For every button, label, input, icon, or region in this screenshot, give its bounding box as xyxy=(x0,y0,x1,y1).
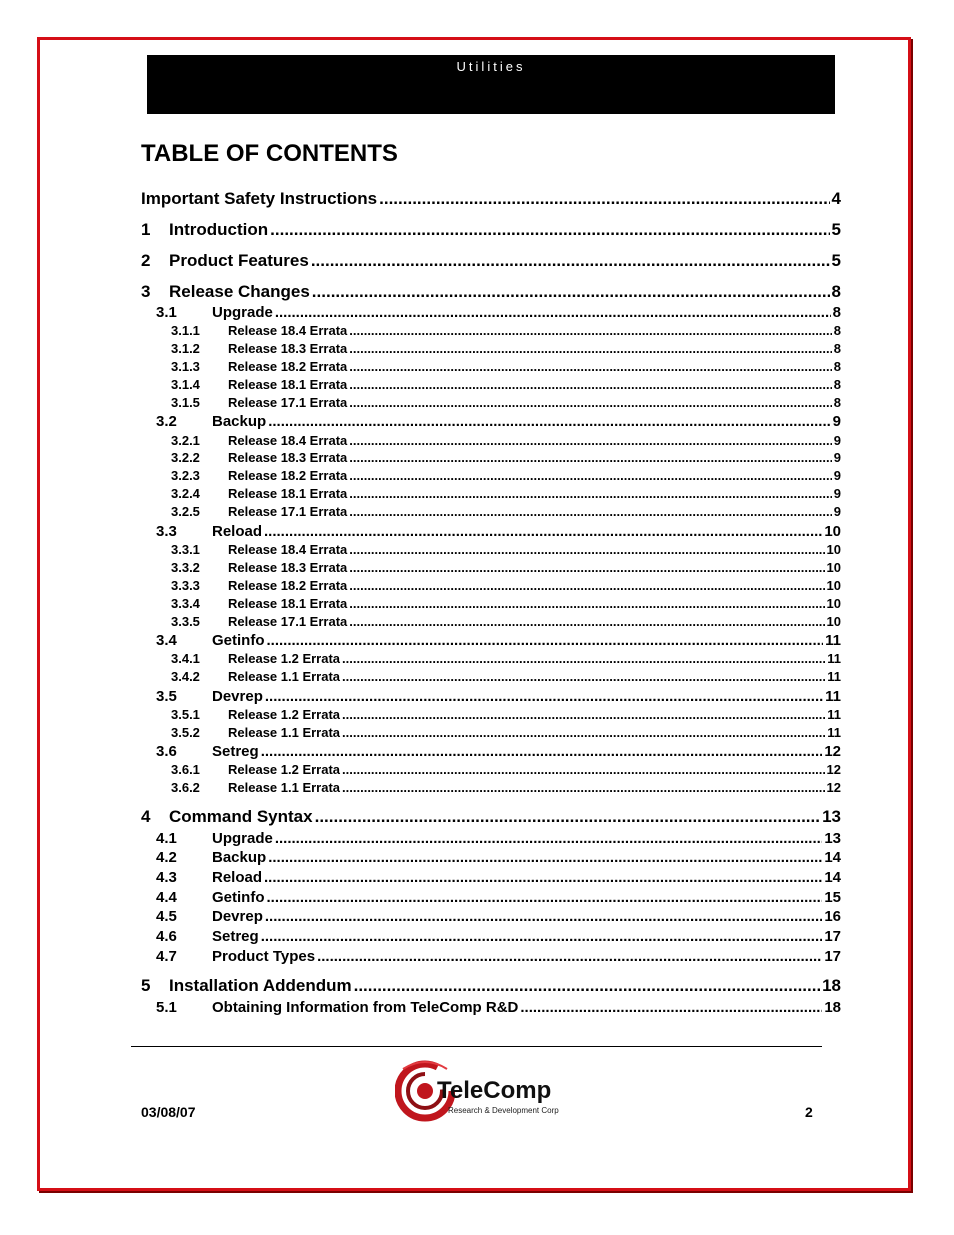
toc-entry[interactable] xyxy=(141,948,841,965)
toc-dot-leader xyxy=(349,323,832,338)
toc-entry-number: 3.4.2 xyxy=(171,669,200,684)
toc-entry[interactable] xyxy=(141,504,841,519)
toc-dot-leader xyxy=(342,780,825,795)
toc-dot-leader xyxy=(311,251,830,271)
toc-entry-title: Release 18.2 Errata xyxy=(228,468,348,483)
toc-entry-title: Backup xyxy=(212,849,267,866)
toc-entry[interactable] xyxy=(141,486,841,501)
toc-dot-leader xyxy=(317,948,822,965)
toc-entry-title: Release 1.1 Errata xyxy=(228,669,341,684)
toc-entry-number: 3.2.3 xyxy=(171,468,200,483)
toc-entry-page: 13 xyxy=(822,807,841,826)
toc-dot-leader xyxy=(349,542,824,557)
toc-entry-number: 4.2 xyxy=(156,849,177,866)
toc-dot-leader xyxy=(267,889,823,906)
toc-dot-leader xyxy=(275,830,822,847)
toc-entry-title: Release 1.1 Errata xyxy=(228,725,341,740)
toc-entry-number: 3.3.2 xyxy=(171,560,200,575)
toc-entry[interactable] xyxy=(141,762,841,777)
footer-divider xyxy=(131,1046,822,1047)
toc-entry-title: Product Features xyxy=(169,251,309,270)
toc-entry-title: Product Types xyxy=(212,948,316,965)
toc-entry-number: 3.3.4 xyxy=(171,596,200,611)
toc-entry-title: Release 17.1 Errata xyxy=(228,504,348,519)
toc-entry-number: 3.5 xyxy=(156,688,177,705)
toc-dot-leader xyxy=(261,743,823,760)
toc-entry-number: 3.6.1 xyxy=(171,762,200,777)
toc-entry-title: Release 18.1 Errata xyxy=(228,486,348,501)
toc-entry-title: Release 18.4 Errata xyxy=(228,433,348,448)
toc-entry-number: 3.3.3 xyxy=(171,578,200,593)
toc-entry-page: 12 xyxy=(824,743,841,760)
toc-entry-page: 11 xyxy=(825,688,841,705)
toc-entry-page: 17 xyxy=(824,948,841,965)
toc-entry-number: 4.5 xyxy=(156,908,177,925)
toc-entry[interactable] xyxy=(141,395,841,410)
toc-entry[interactable] xyxy=(141,743,841,760)
toc-entry-title: Setreg xyxy=(212,743,259,760)
toc-entry-page: 8 xyxy=(831,282,841,301)
toc-dot-leader xyxy=(349,486,832,501)
toc-entry-number: 3.1 xyxy=(156,304,177,321)
toc-entry-number: 3.3 xyxy=(156,523,177,540)
toc-entry-page: 14 xyxy=(824,869,841,886)
toc-dot-leader xyxy=(379,189,829,209)
toc-entry[interactable] xyxy=(141,908,841,925)
toc-entry-title: Release 18.1 Errata xyxy=(228,377,348,392)
toc-entry-page: 8 xyxy=(833,323,841,338)
toc-entry-title: Release 17.1 Errata xyxy=(228,614,348,629)
toc-dot-leader xyxy=(349,433,832,448)
toc-entry[interactable] xyxy=(141,976,841,996)
toc-dot-leader xyxy=(265,908,822,925)
toc-entry-title: Devrep xyxy=(212,908,263,925)
toc-entry[interactable] xyxy=(141,830,841,847)
toc-entry[interactable] xyxy=(141,725,841,740)
toc-entry-title: Installation Addendum xyxy=(169,976,352,995)
toc-dot-leader xyxy=(349,450,832,465)
toc-entry-page: 11 xyxy=(827,725,841,740)
toc-entry-title: Reload xyxy=(212,869,263,886)
toc-entry-number: 3.1.3 xyxy=(171,359,200,374)
toc-dot-leader xyxy=(342,669,825,684)
toc-dot-leader xyxy=(268,849,822,866)
toc-dot-leader xyxy=(265,688,823,705)
toc-entry-page: 9 xyxy=(833,504,841,519)
toc-entry-title: Release 1.2 Errata xyxy=(228,707,341,722)
toc-entry[interactable] xyxy=(141,614,841,629)
toc-dot-leader xyxy=(349,596,824,611)
toc-dot-leader xyxy=(267,632,824,649)
toc-entry-number: 3.1.5 xyxy=(171,395,200,410)
toc-entry[interactable] xyxy=(141,304,841,321)
header-title: Utilities xyxy=(456,59,526,74)
toc-entry-page: 9 xyxy=(832,413,841,430)
toc-dot-leader xyxy=(349,468,832,483)
toc-entry-number: 3.4.1 xyxy=(171,651,200,666)
toc-entry[interactable] xyxy=(141,220,841,240)
toc-entry-page: 4 xyxy=(831,189,841,208)
toc-dot-leader xyxy=(312,282,830,302)
toc-entry-number: 3.1.1 xyxy=(171,323,200,338)
toc-entry[interactable] xyxy=(141,468,841,483)
toc-entry-page: 10 xyxy=(824,523,841,540)
toc-entry-page: 10 xyxy=(826,614,841,629)
toc-entry-page: 10 xyxy=(826,560,841,575)
page-number: 2 xyxy=(805,1104,813,1120)
toc-entry-page: 8 xyxy=(833,395,841,410)
toc-entry-number: 1 xyxy=(141,220,151,239)
toc-entry-title: Upgrade xyxy=(212,304,273,321)
toc-entry[interactable] xyxy=(141,707,841,722)
toc-entry-title: Release 1.1 Errata xyxy=(228,780,341,795)
toc-dot-leader xyxy=(270,220,829,240)
toc-entry[interactable] xyxy=(141,849,841,866)
toc-entry[interactable] xyxy=(141,523,841,540)
toc-entry-title: Devrep xyxy=(212,688,263,705)
toc-entry[interactable] xyxy=(141,413,841,430)
toc-entry-number: 3 xyxy=(141,282,151,301)
toc-entry[interactable] xyxy=(141,542,841,557)
toc-entry[interactable] xyxy=(141,282,841,302)
toc-entry-number: 3.1.2 xyxy=(171,341,200,356)
toc-dot-leader xyxy=(342,725,825,740)
toc-dot-leader xyxy=(354,976,820,996)
toc-entry-page: 8 xyxy=(833,377,841,392)
toc-dot-leader xyxy=(349,341,832,356)
toc-entry-page: 9 xyxy=(833,450,841,465)
toc-entry-number: 3.3.5 xyxy=(171,614,200,629)
toc-entry[interactable] xyxy=(141,450,841,465)
toc-entry-page: 8 xyxy=(833,359,841,374)
toc-entry-title: Getinfo xyxy=(212,632,265,649)
toc-entry-page: 8 xyxy=(832,304,841,321)
toc-entry-page: 11 xyxy=(825,632,841,649)
toc-entry-title: Release 18.3 Errata xyxy=(228,560,348,575)
toc-entry-page: 10 xyxy=(826,578,841,593)
toc-dot-leader xyxy=(342,762,825,777)
toc-entry[interactable] xyxy=(141,807,841,827)
toc-entry-title: Obtaining Information from TeleComp R&D xyxy=(212,999,519,1016)
toc-entry-number: 2 xyxy=(141,251,151,270)
toc-entry-number: 4 xyxy=(141,807,151,826)
toc-entry-title: Introduction xyxy=(169,220,269,239)
footer-date: 03/08/07 xyxy=(141,1104,196,1120)
toc-dot-leader xyxy=(315,807,820,827)
toc-entry-number: 5 xyxy=(141,976,151,995)
toc-entry-title: Release 18.4 Errata xyxy=(228,542,348,557)
toc-entry-page: 17 xyxy=(824,928,841,945)
toc-entry[interactable] xyxy=(141,189,841,209)
toc-entry-page: 12 xyxy=(826,780,841,795)
toc-entry-number: 3.2.1 xyxy=(171,433,200,448)
toc-entry-title: Release 18.2 Errata xyxy=(228,359,348,374)
toc-entry-title: Release 18.4 Errata xyxy=(228,323,348,338)
toc-entry-title: Upgrade xyxy=(212,830,273,847)
toc-entry[interactable] xyxy=(141,377,841,392)
toc-entry[interactable] xyxy=(141,869,841,886)
toc-dot-leader xyxy=(264,523,822,540)
toc-entry-title: Release 18.3 Errata xyxy=(228,450,348,465)
toc-entry[interactable] xyxy=(141,251,841,271)
toc-entry-number: 3.4 xyxy=(156,632,177,649)
toc-entry[interactable] xyxy=(141,359,841,374)
toc-dot-leader xyxy=(349,578,824,593)
toc-entry-number: 4.1 xyxy=(156,830,177,847)
toc-entry-page: 18 xyxy=(822,976,841,995)
toc-entry-number: 3.1.4 xyxy=(171,377,200,392)
toc-entry[interactable] xyxy=(141,928,841,945)
toc-dot-leader xyxy=(349,504,832,519)
toc-entry-page: 11 xyxy=(827,651,841,666)
toc-entry[interactable] xyxy=(141,596,841,611)
toc-entry-page: 5 xyxy=(831,251,841,270)
toc-dot-leader xyxy=(342,707,825,722)
toc-entry-number: 3.2 xyxy=(156,413,177,430)
toc-dot-leader xyxy=(349,560,824,575)
toc-heading: TABLE OF CONTENTS xyxy=(141,140,398,167)
toc-entry-title: Important Safety Instructions xyxy=(141,189,378,208)
toc-entry[interactable] xyxy=(141,323,841,338)
toc-entry-number: 4.7 xyxy=(156,948,177,965)
toc-entry-title: Command Syntax xyxy=(169,807,313,826)
toc-entry-page: 12 xyxy=(826,762,841,777)
toc-entry-number: 3.2.5 xyxy=(171,504,200,519)
toc-entry-title: Release Changes xyxy=(169,282,310,301)
toc-entry-number: 4.4 xyxy=(156,889,177,906)
toc-dot-leader xyxy=(275,304,831,321)
toc-dot-leader xyxy=(261,928,823,945)
header-banner xyxy=(147,55,835,114)
toc-entry-page: 14 xyxy=(824,849,841,866)
toc-entry-page: 18 xyxy=(824,999,841,1016)
toc-entry[interactable] xyxy=(141,780,841,795)
toc-entry-page: 8 xyxy=(833,341,841,356)
toc-entry-title: Getinfo xyxy=(212,889,265,906)
toc-entry[interactable] xyxy=(141,433,841,448)
toc-dot-leader xyxy=(342,651,825,666)
toc-entry-title: Setreg xyxy=(212,928,259,945)
toc-entry-number: 4.6 xyxy=(156,928,177,945)
toc-entry-number: 3.2.4 xyxy=(171,486,200,501)
toc-entry-title: Release 1.2 Errata xyxy=(228,762,341,777)
toc-entry-number: 3.5.1 xyxy=(171,707,200,722)
toc-entry[interactable] xyxy=(141,632,841,649)
logo-wordmark: TeleComp xyxy=(437,1077,552,1104)
toc-dot-leader xyxy=(349,614,824,629)
toc-entry-page: 10 xyxy=(826,542,841,557)
toc-entry-page: 16 xyxy=(824,908,841,925)
toc-entry-number: 3.6 xyxy=(156,743,177,760)
toc-dot-leader xyxy=(349,359,832,374)
toc-dot-leader xyxy=(349,377,832,392)
toc-entry[interactable] xyxy=(141,889,841,906)
toc-entry[interactable] xyxy=(141,688,841,705)
toc-entry-number: 3.5.2 xyxy=(171,725,200,740)
toc-entry-page: 9 xyxy=(833,433,841,448)
toc-entry[interactable] xyxy=(141,669,841,684)
toc-entry-page: 11 xyxy=(827,707,841,722)
toc-entry-page: 5 xyxy=(831,220,841,239)
toc-dot-leader xyxy=(264,869,822,886)
toc-entry-number: 3.3.1 xyxy=(171,542,200,557)
toc-entry-number: 4.3 xyxy=(156,869,177,886)
toc-entry-page: 15 xyxy=(824,889,841,906)
toc-entry-page: 10 xyxy=(826,596,841,611)
toc-entry-title: Backup xyxy=(212,413,267,430)
toc-entry[interactable] xyxy=(141,651,841,666)
toc-entry-title: Release 18.2 Errata xyxy=(228,578,348,593)
toc-entry-number: 5.1 xyxy=(156,999,177,1016)
toc-entry[interactable] xyxy=(141,578,841,593)
toc-entry-title: Release 17.1 Errata xyxy=(228,395,348,410)
toc-dot-leader xyxy=(268,413,830,430)
toc-entry-title: Release 1.2 Errata xyxy=(228,651,341,666)
toc-entry-title: Release 18.1 Errata xyxy=(228,596,348,611)
toc-entry-page: 9 xyxy=(833,486,841,501)
toc-entry-page: 13 xyxy=(824,830,841,847)
toc-entry-title: Reload xyxy=(212,523,263,540)
toc-entry-page: 11 xyxy=(827,669,841,684)
toc-entry-title: Release 18.3 Errata xyxy=(228,341,348,356)
telecomp-logo xyxy=(395,1055,580,1127)
toc-entry[interactable] xyxy=(141,999,841,1016)
toc-entry-number: 3.6.2 xyxy=(171,780,200,795)
toc-dot-leader xyxy=(520,999,822,1016)
toc-entry-page: 9 xyxy=(833,468,841,483)
toc-entry[interactable] xyxy=(141,341,841,356)
logo-tagline: Research & Development Corp xyxy=(448,1106,559,1115)
toc-dot-leader xyxy=(349,395,832,410)
toc-entry[interactable] xyxy=(141,560,841,575)
toc-entry-number: 3.2.2 xyxy=(171,450,200,465)
